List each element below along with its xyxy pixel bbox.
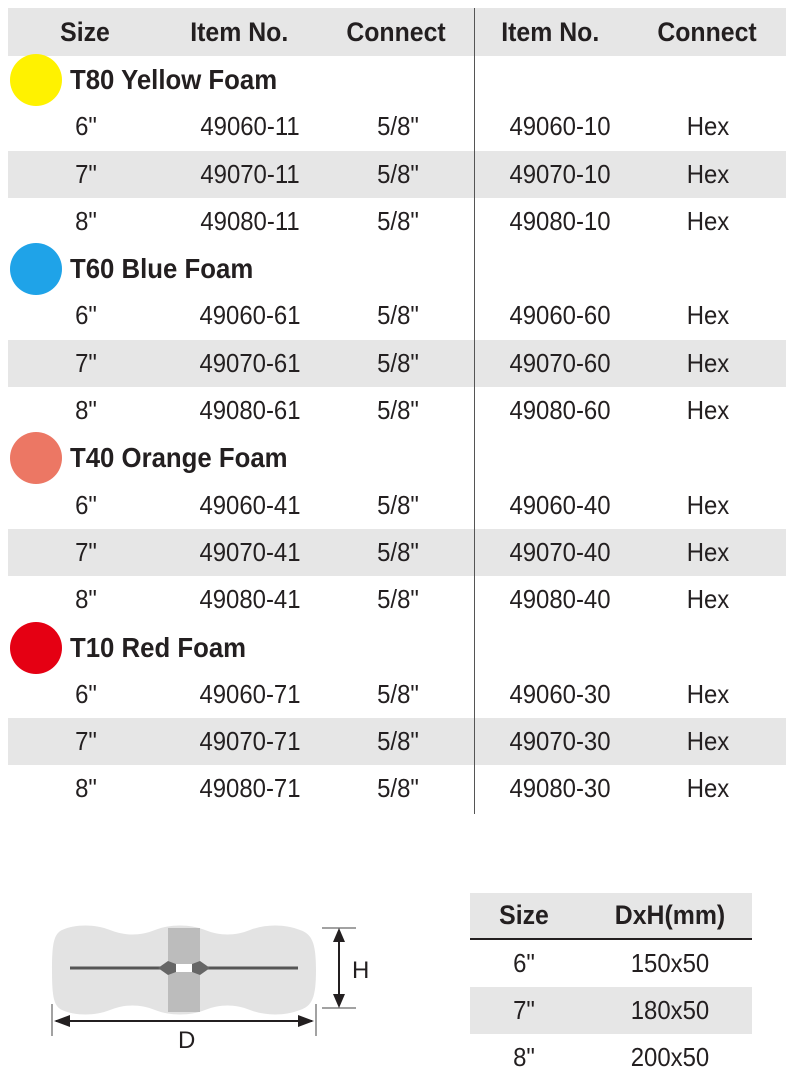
group-title: T40 Orange Foam — [70, 442, 288, 474]
table-row — [8, 387, 786, 434]
spec-table — [8, 8, 786, 813]
cell-size: 7" — [75, 536, 97, 567]
cell-size: 6" — [75, 678, 97, 709]
dim-cell-dxh: 200x50 — [630, 1042, 710, 1072]
group-header — [8, 434, 786, 481]
cell-connect-1: 5/8" — [377, 584, 419, 615]
group-title: T80 Yellow Foam — [70, 64, 278, 95]
table-row — [8, 340, 786, 387]
cell-size: 6" — [75, 111, 97, 142]
header-connect-2: Connect — [657, 17, 757, 47]
cell-item-no-2: 49070-40 — [509, 536, 611, 567]
group-title: T10 Red Foam — [70, 631, 247, 663]
dim-cell-dxh: 180x50 — [630, 995, 710, 1025]
cell-item-no-1: 49070-11 — [200, 158, 300, 189]
cell-item-no-2: 49060-10 — [509, 111, 611, 142]
cell-connect-2: Hex — [686, 678, 730, 709]
foam-pad-hub-core — [176, 964, 192, 972]
cell-item-no-2: 49060-40 — [509, 489, 611, 520]
table-row — [8, 718, 786, 765]
table-row — [8, 671, 786, 718]
table-row — [8, 765, 786, 812]
cell-item-no-2: 49060-60 — [509, 300, 611, 331]
table-row — [8, 198, 786, 245]
color-dot-icon — [10, 243, 62, 295]
dimension-row — [470, 1034, 752, 1081]
dim-header-size: Size — [499, 900, 549, 930]
header-item-no-2: Item No. — [501, 17, 600, 47]
table-row — [8, 576, 786, 623]
cell-item-no-1: 49060-11 — [200, 111, 300, 142]
cell-connect-1: 5/8" — [377, 726, 419, 757]
header-item-no-1: Item No. — [190, 17, 289, 47]
color-dot-icon — [10, 432, 62, 484]
cell-item-no-1: 49070-41 — [199, 536, 301, 567]
dim-cell-size: 6" — [513, 948, 535, 978]
group-title: T60 Blue Foam — [70, 253, 254, 285]
cell-item-no-2: 49080-40 — [509, 584, 611, 615]
cell-item-no-1: 49070-71 — [199, 726, 301, 757]
table-row — [8, 482, 786, 529]
cell-item-no-1: 49060-41 — [199, 489, 301, 520]
dimension-rows — [470, 940, 752, 1081]
h-dim-arrow-top — [333, 928, 345, 942]
height-label: H — [352, 957, 370, 984]
dim-cell-size: 7" — [513, 995, 535, 1025]
foam-groups — [8, 56, 786, 813]
diameter-label: D — [178, 1027, 196, 1054]
cell-item-no-1: 49060-61 — [199, 300, 301, 331]
h-dim-arrow-bottom — [333, 994, 345, 1008]
dim-cell-size: 8" — [513, 1042, 535, 1072]
cell-connect-1: 5/8" — [377, 111, 419, 142]
cell-connect-2: Hex — [686, 158, 730, 189]
color-dot-icon — [10, 54, 62, 106]
group-header — [8, 245, 786, 292]
table-row — [8, 103, 786, 150]
cell-connect-2: Hex — [686, 489, 730, 520]
color-dot-icon — [10, 622, 62, 674]
cell-connect-1: 5/8" — [377, 347, 419, 378]
dimension-table — [470, 893, 752, 1081]
cell-item-no-1: 49080-11 — [200, 205, 300, 236]
cell-connect-1: 5/8" — [377, 536, 419, 567]
cell-item-no-2: 49060-30 — [509, 678, 611, 709]
table-row — [8, 151, 786, 198]
dimension-row — [470, 940, 752, 987]
cell-item-no-1: 49070-61 — [199, 347, 301, 378]
cell-size: 6" — [75, 489, 97, 520]
foam-pad-diagram — [40, 918, 380, 1058]
cell-item-no-2: 49070-10 — [509, 158, 611, 189]
cell-item-no-1: 49080-61 — [199, 395, 301, 426]
cell-connect-1: 5/8" — [377, 489, 419, 520]
cell-connect-1: 5/8" — [377, 300, 419, 331]
cell-connect-2: Hex — [686, 726, 730, 757]
cell-connect-2: Hex — [686, 300, 730, 331]
cell-connect-2: Hex — [686, 584, 730, 615]
cell-connect-2: Hex — [686, 773, 730, 804]
cell-item-no-1: 49060-71 — [199, 678, 301, 709]
cell-item-no-2: 49080-30 — [509, 773, 611, 804]
cell-size: 7" — [75, 726, 97, 757]
cell-item-no-2: 49070-60 — [509, 347, 611, 378]
cell-item-no-2: 49080-60 — [509, 395, 611, 426]
spec-table-header — [8, 8, 786, 56]
cell-size: 7" — [75, 347, 97, 378]
header-connect-1: Connect — [346, 17, 446, 47]
cell-item-no-2: 49080-10 — [509, 205, 611, 236]
column-divider — [474, 8, 475, 814]
cell-connect-1: 5/8" — [377, 773, 419, 804]
cell-item-no-1: 49080-71 — [199, 773, 301, 804]
cell-connect-2: Hex — [686, 111, 730, 142]
d-dim-arrow-left — [54, 1015, 70, 1027]
dimension-table-header — [470, 893, 752, 940]
cell-connect-1: 5/8" — [377, 205, 419, 236]
cell-size: 6" — [75, 300, 97, 331]
cell-connect-1: 5/8" — [377, 395, 419, 426]
d-dim-arrow-right — [298, 1015, 314, 1027]
group-header — [8, 624, 786, 671]
table-row — [8, 292, 786, 339]
dimension-row — [470, 987, 752, 1034]
cell-item-no-2: 49070-30 — [509, 726, 611, 757]
cell-size: 8" — [75, 584, 97, 615]
cell-connect-2: Hex — [686, 395, 730, 426]
group-header — [8, 56, 786, 103]
cell-size: 8" — [75, 395, 97, 426]
cell-size: 7" — [75, 158, 97, 189]
cell-connect-2: Hex — [686, 536, 730, 567]
cell-connect-2: Hex — [686, 347, 730, 378]
cell-connect-1: 5/8" — [377, 158, 419, 189]
table-row — [8, 529, 786, 576]
header-size: Size — [60, 17, 110, 47]
cell-size: 8" — [75, 205, 97, 236]
cell-size: 8" — [75, 773, 97, 804]
cell-connect-1: 5/8" — [377, 678, 419, 709]
foam-pad-drawing — [40, 918, 380, 1058]
cell-item-no-1: 49080-41 — [199, 584, 301, 615]
dim-cell-dxh: 150x50 — [630, 948, 710, 978]
dim-header-dxh: DxH(mm) — [614, 900, 726, 930]
cell-connect-2: Hex — [686, 205, 730, 236]
